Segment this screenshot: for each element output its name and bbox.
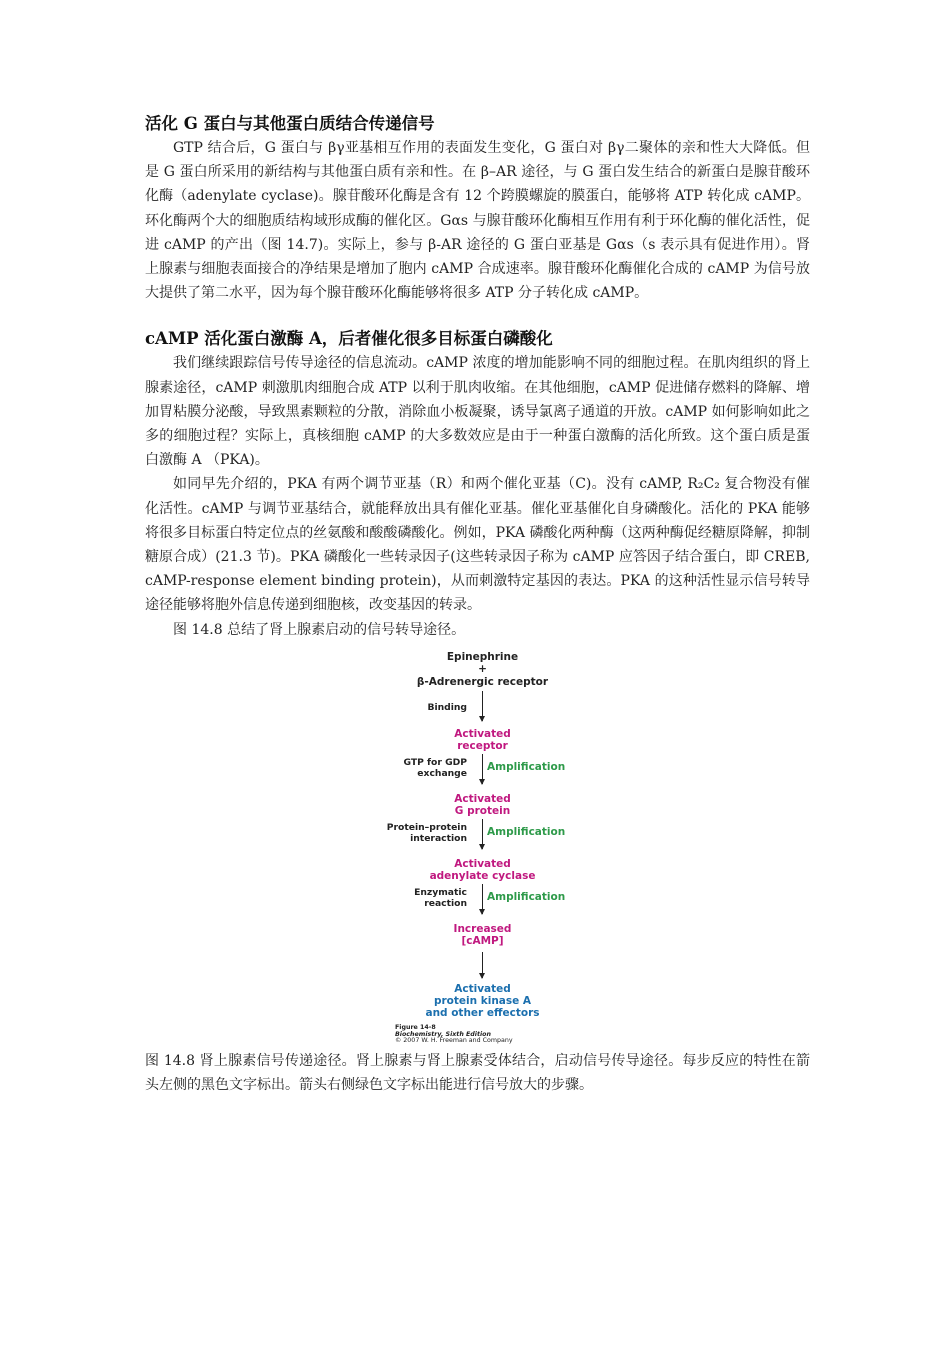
- figure-receptor: β-Adrenergic receptor: [416, 675, 549, 688]
- step-binding-label: Binding: [427, 701, 467, 713]
- step-protein-label-l1: Protein–protein: [386, 821, 467, 833]
- step-protein-label-l2: interaction: [410, 832, 467, 844]
- node-pka-l3: and other effectors: [425, 1006, 540, 1019]
- node-activated-receptor-l1: Activated: [454, 727, 511, 740]
- amplification-label-3: Amplification: [487, 890, 566, 903]
- figure-plus: +: [478, 662, 487, 675]
- amplification-label-2: Amplification: [487, 825, 566, 838]
- arrow-2: [482, 754, 483, 784]
- section2-paragraph-2: 如同早先介绍的，PKA 有两个调节亚基（R）和两个催化亚基（C)。没有 cAMP, R₂C₂ 复合物没有催化活性。cAMP 与调节亚基结合，就能释放出具有催化亚基。催化亚基催化自身磷酸化。活化的 PKA 能够将很多目标蛋白特定位点的丝氨酸和酸酸磷酸化。例如，PKA 磷酸化两种酶（这两种酶促经糖原降解，抑制糖原合成）(21.3 节)。PKA 磷酸化一些转录因子(这些转录因子称为 cAMP 应答因子结合蛋白，即 CREB, cAMP-response element binding protein)，从而刺激特定基因的表达。PKA 的这种活性显示信号转导途径能够将胞外信息传递到细胞核，改变基因的转录。: [145, 476, 810, 614]
- section2-paragraph-1: 我们继续跟踪信号传导途径的信息流动。cAMP 浓度的增加能影响不同的细胞过程。在肌肉组织的肾上腺素途径，cAMP 刺激肌肉细胞合成 ATP 以利于肌肉收缩。在其他细胞，cAMP 促进储存燃料的降解、增加胃粘膜分泌酸，导致黑素颗粒的分散，消除血小板凝聚，诱导氯离子通道的开放。cAMP 如何影响如此之多的细胞过程？实际上，真核细胞 cAMP 的大多数效应是由于一种蛋白激酶的活化所致。这个蛋白质是蛋白激酶 A （PKA)。: [145, 355, 810, 469]
- signal-pathway-figure: [145, 646, 810, 981]
- node-adenylate-l1: Activated: [454, 857, 511, 870]
- step-gtp-label-l2: exchange: [417, 767, 467, 779]
- arrow-4: [482, 884, 483, 914]
- amplification-label-1: Amplification: [487, 760, 566, 773]
- step-enzymatic-label-l1: Enzymatic: [414, 886, 467, 898]
- node-activated-receptor-l2: receptor: [457, 739, 508, 752]
- node-camp-l2: [cAMP]: [461, 934, 504, 947]
- credit-book: Biochemistry, Sixth Edition: [395, 1030, 491, 1038]
- arrow-5: [482, 952, 483, 978]
- credit-figure-number: Figure 14-8: [395, 1023, 436, 1031]
- section1-heading: 活化 G 蛋白与其他蛋白质结合传递信号: [145, 114, 435, 133]
- credit-copyright: © 2007 W. H. Freeman and Company: [395, 1037, 513, 1045]
- arrow-1: [482, 691, 483, 721]
- section1-paragraph: GTP 结合后，G 蛋白与 βγ亚基相互作用的表面发生变化，G 蛋白对 βγ二聚体的亲和性大大降低。但是 G 蛋白所采用的新结构与其他蛋白质有亲和性。在 β–AR 途径，与 G 蛋白发生结合的新蛋白是腺苷酸环化酶（adenylate cyclase)。腺苷酸环化酶是含有 12 个跨膜螺旋的膜蛋白，能够将 ATP 转化成 cAMP。环化酶两个大的细胞质结构域形成酶的催化区。Gαs 与腺苷酸环化酶相互作用有利于环化酶的催化活性，促进 cAMP 的产出（图 14.7)。实际上，参与 β-AR 途径的 G 蛋白亚基是 Gαs（s 表示具有促进作用）。肾上腺素与细胞表面接合的净结果是增加了胞内 cAMP 合成速率。腺苷酸环化酶催化合成的 cAMP 为信号放大提供了第二水平，因为每个腺苷酸环化酶能够将很多 ATP 分子转化成 cAMP。: [145, 140, 810, 302]
- section2-heading: cAMP 活化蛋白激酶 A，后者催化很多目标蛋白磷酸化: [145, 329, 553, 349]
- node-camp-l1: Increased: [453, 922, 512, 935]
- arrow-3: [482, 819, 483, 849]
- node-g-protein-l1: Activated: [454, 792, 511, 805]
- figure-epinephrine: Epinephrine: [446, 650, 519, 663]
- section2-paragraph-3: 图 14.8 总结了肾上腺素启动的信号转导途径。: [173, 621, 466, 638]
- figure-credit: [395, 1025, 513, 1045]
- step-gtp-label-l1: GTP for GDP: [403, 756, 467, 768]
- node-adenylate-l2: adenylate cyclase: [429, 869, 536, 882]
- step-enzymatic-label-l2: reaction: [424, 897, 467, 909]
- figure-caption: 图 14.8 肾上腺素信号传递途径。肾上腺素与肾上腺素受体结合，启动信号传导途径。每步反应的特性在箭头左侧的黑色文字标出。箭头右侧绿色文字标出能进行信号放大的步骤。: [145, 1052, 810, 1094]
- node-pka-l2: protein kinase A: [433, 994, 532, 1007]
- node-pka-l1: Activated: [454, 982, 511, 995]
- page-content: [145, 112, 810, 1097]
- node-g-protein-l2: G protein: [454, 804, 511, 817]
